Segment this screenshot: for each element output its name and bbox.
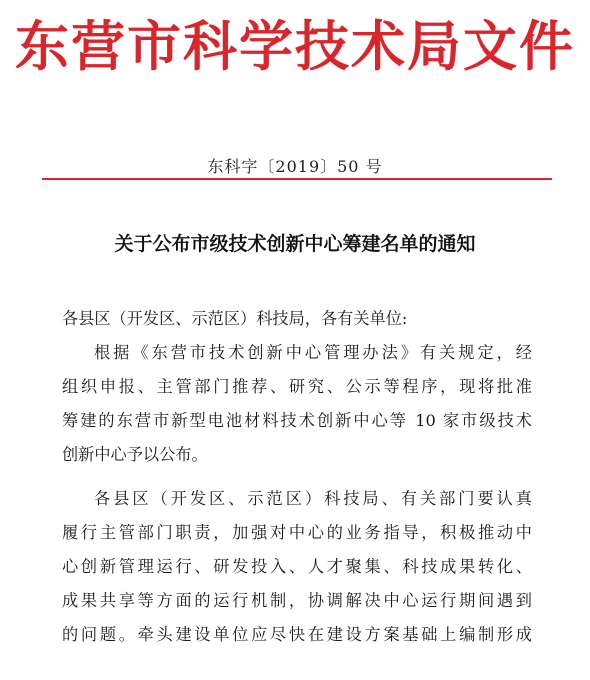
red-separator-line [42,178,552,180]
paragraph-2-line-4: 成果共享等方面的运行机制，协调解决中心运行期间遇到 [62,591,532,610]
paragraph-1-line-2: 组织申报、主管部门推荐、研究、公示等程序，现将批准 [62,377,532,396]
paragraph-2-line-5: 的问题。牵头建设单位应尽快在建设方案基础上编制形成 [62,625,532,644]
notice-title: 关于公布市级技术创新中心筹建名单的通知 [114,233,476,255]
paragraph-1-line-1: 根据《东营市技术创新中心管理办法》有关规定，经 [94,343,532,362]
paragraph-gap [62,472,532,482]
paragraph-1-line-4: 创新中心予以公布。 [62,445,208,464]
document-number: 东科字〔2019〕50 号 [207,157,383,176]
salutation: 各县区（开发区、示范区）科技局，各有关单位: [62,309,408,328]
paragraph-1-line-3: 筹建的东营市新型电池材料技术创新中心等 10 家市级技术 [62,411,532,430]
masthead-title: 东营市科学技术局文件 [15,14,575,78]
notice-body [62,302,532,652]
paragraph-2-line-3: 心创新管理运行、研发投入、人才聚集、科技成果转化、 [62,557,532,576]
paragraph-2-line-2: 履行主管部门职责，加强对中心的业务指导，积极推动中 [62,523,532,542]
paragraph-2-line-1: 各县区（开发区、示范区）科技局、有关部门要认真 [94,489,532,508]
